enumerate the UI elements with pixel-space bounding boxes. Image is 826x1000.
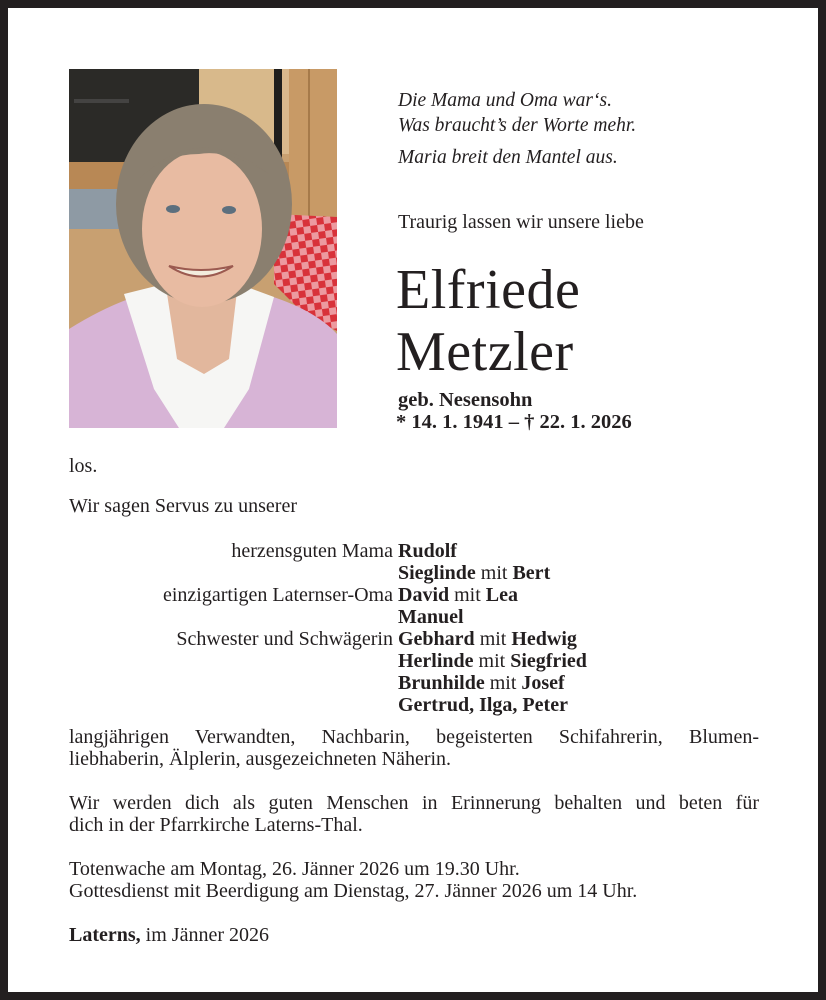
portrait-image-icon [69, 69, 337, 428]
relation-names [398, 584, 518, 607]
name: Gertrud, Ilga, Peter [398, 694, 568, 716]
servus-line: Wir sagen Servus zu unserer [69, 495, 298, 517]
name: Brunhilde [398, 672, 485, 694]
connector: mit [478, 650, 506, 672]
poem-line-2: Was braucht’s der Worte mehr. [398, 115, 637, 136]
poem-line-1: Die Mama und Oma war‘s. [398, 90, 612, 111]
poem-line-3: Maria breit den Mantel aus. [398, 147, 618, 168]
vigil-info: Totenwache am Montag, 26. Jänner 2026 um 19.30 Uhr. [69, 858, 520, 880]
intro-text: Traurig lassen wir unsere liebe [398, 211, 644, 233]
name: Sieglinde [398, 562, 476, 584]
connector: mit [489, 672, 517, 694]
name: Manuel [398, 606, 464, 628]
relation-names [398, 540, 457, 563]
relation-label-oma: einzigartigen Laternser-Oma [162, 584, 393, 606]
connector: mit [479, 628, 507, 650]
continuation-text: los. [69, 455, 98, 477]
relation-names [398, 694, 568, 717]
memory-line-2: dich in der Pfarrkirche Laterns-Thal. [69, 814, 363, 836]
name: Siegfried [510, 650, 587, 672]
birth-name: geb. Nesensohn [398, 389, 533, 411]
funeral-info: Gottesdienst mit Beerdigung am Dienstag, 27. Jänner 2026 um 14 Uhr. [69, 880, 638, 902]
name: Rudolf [398, 540, 457, 562]
qualities-line-1: langjährigen Verwandten, Nachbarin, begeisterten Schifahrerin, Blumen- [69, 726, 759, 748]
relation-names [398, 562, 550, 585]
deceased-last-name: Metzler [396, 321, 574, 383]
signature [69, 924, 269, 946]
connector: mit [454, 584, 481, 606]
relation-label-mama: herzensguten Mama [231, 540, 393, 562]
name: Herlinde [398, 650, 474, 672]
memory-line-1: Wir werden dich als guten Menschen in Erinnerung behalten und beten für [69, 792, 759, 814]
deceased-first-name: Elfriede [396, 259, 581, 321]
signature-date: im Jänner 2026 [145, 924, 269, 946]
portrait-photo [69, 69, 337, 428]
relation-names [398, 628, 577, 651]
relation-names [398, 606, 464, 629]
name: David [398, 584, 450, 606]
name: Lea [485, 584, 519, 606]
connector: mit [480, 562, 508, 584]
relation-names [398, 650, 587, 673]
relation-names [398, 672, 565, 695]
life-dates: * 14. 1. 1941 – † 22. 1. 2026 [396, 411, 632, 433]
obituary-page [8, 8, 818, 992]
signature-place: Laterns, [69, 924, 141, 946]
name: Bert [512, 562, 551, 584]
name: Gebhard [398, 628, 475, 650]
name: Hedwig [511, 628, 577, 650]
qualities-line-2: liebhaberin, Älplerin, ausgezeichneten Näherin. [69, 748, 452, 770]
name: Josef [521, 672, 565, 694]
relation-label-sister: Schwester und Schwägerin [176, 628, 393, 650]
